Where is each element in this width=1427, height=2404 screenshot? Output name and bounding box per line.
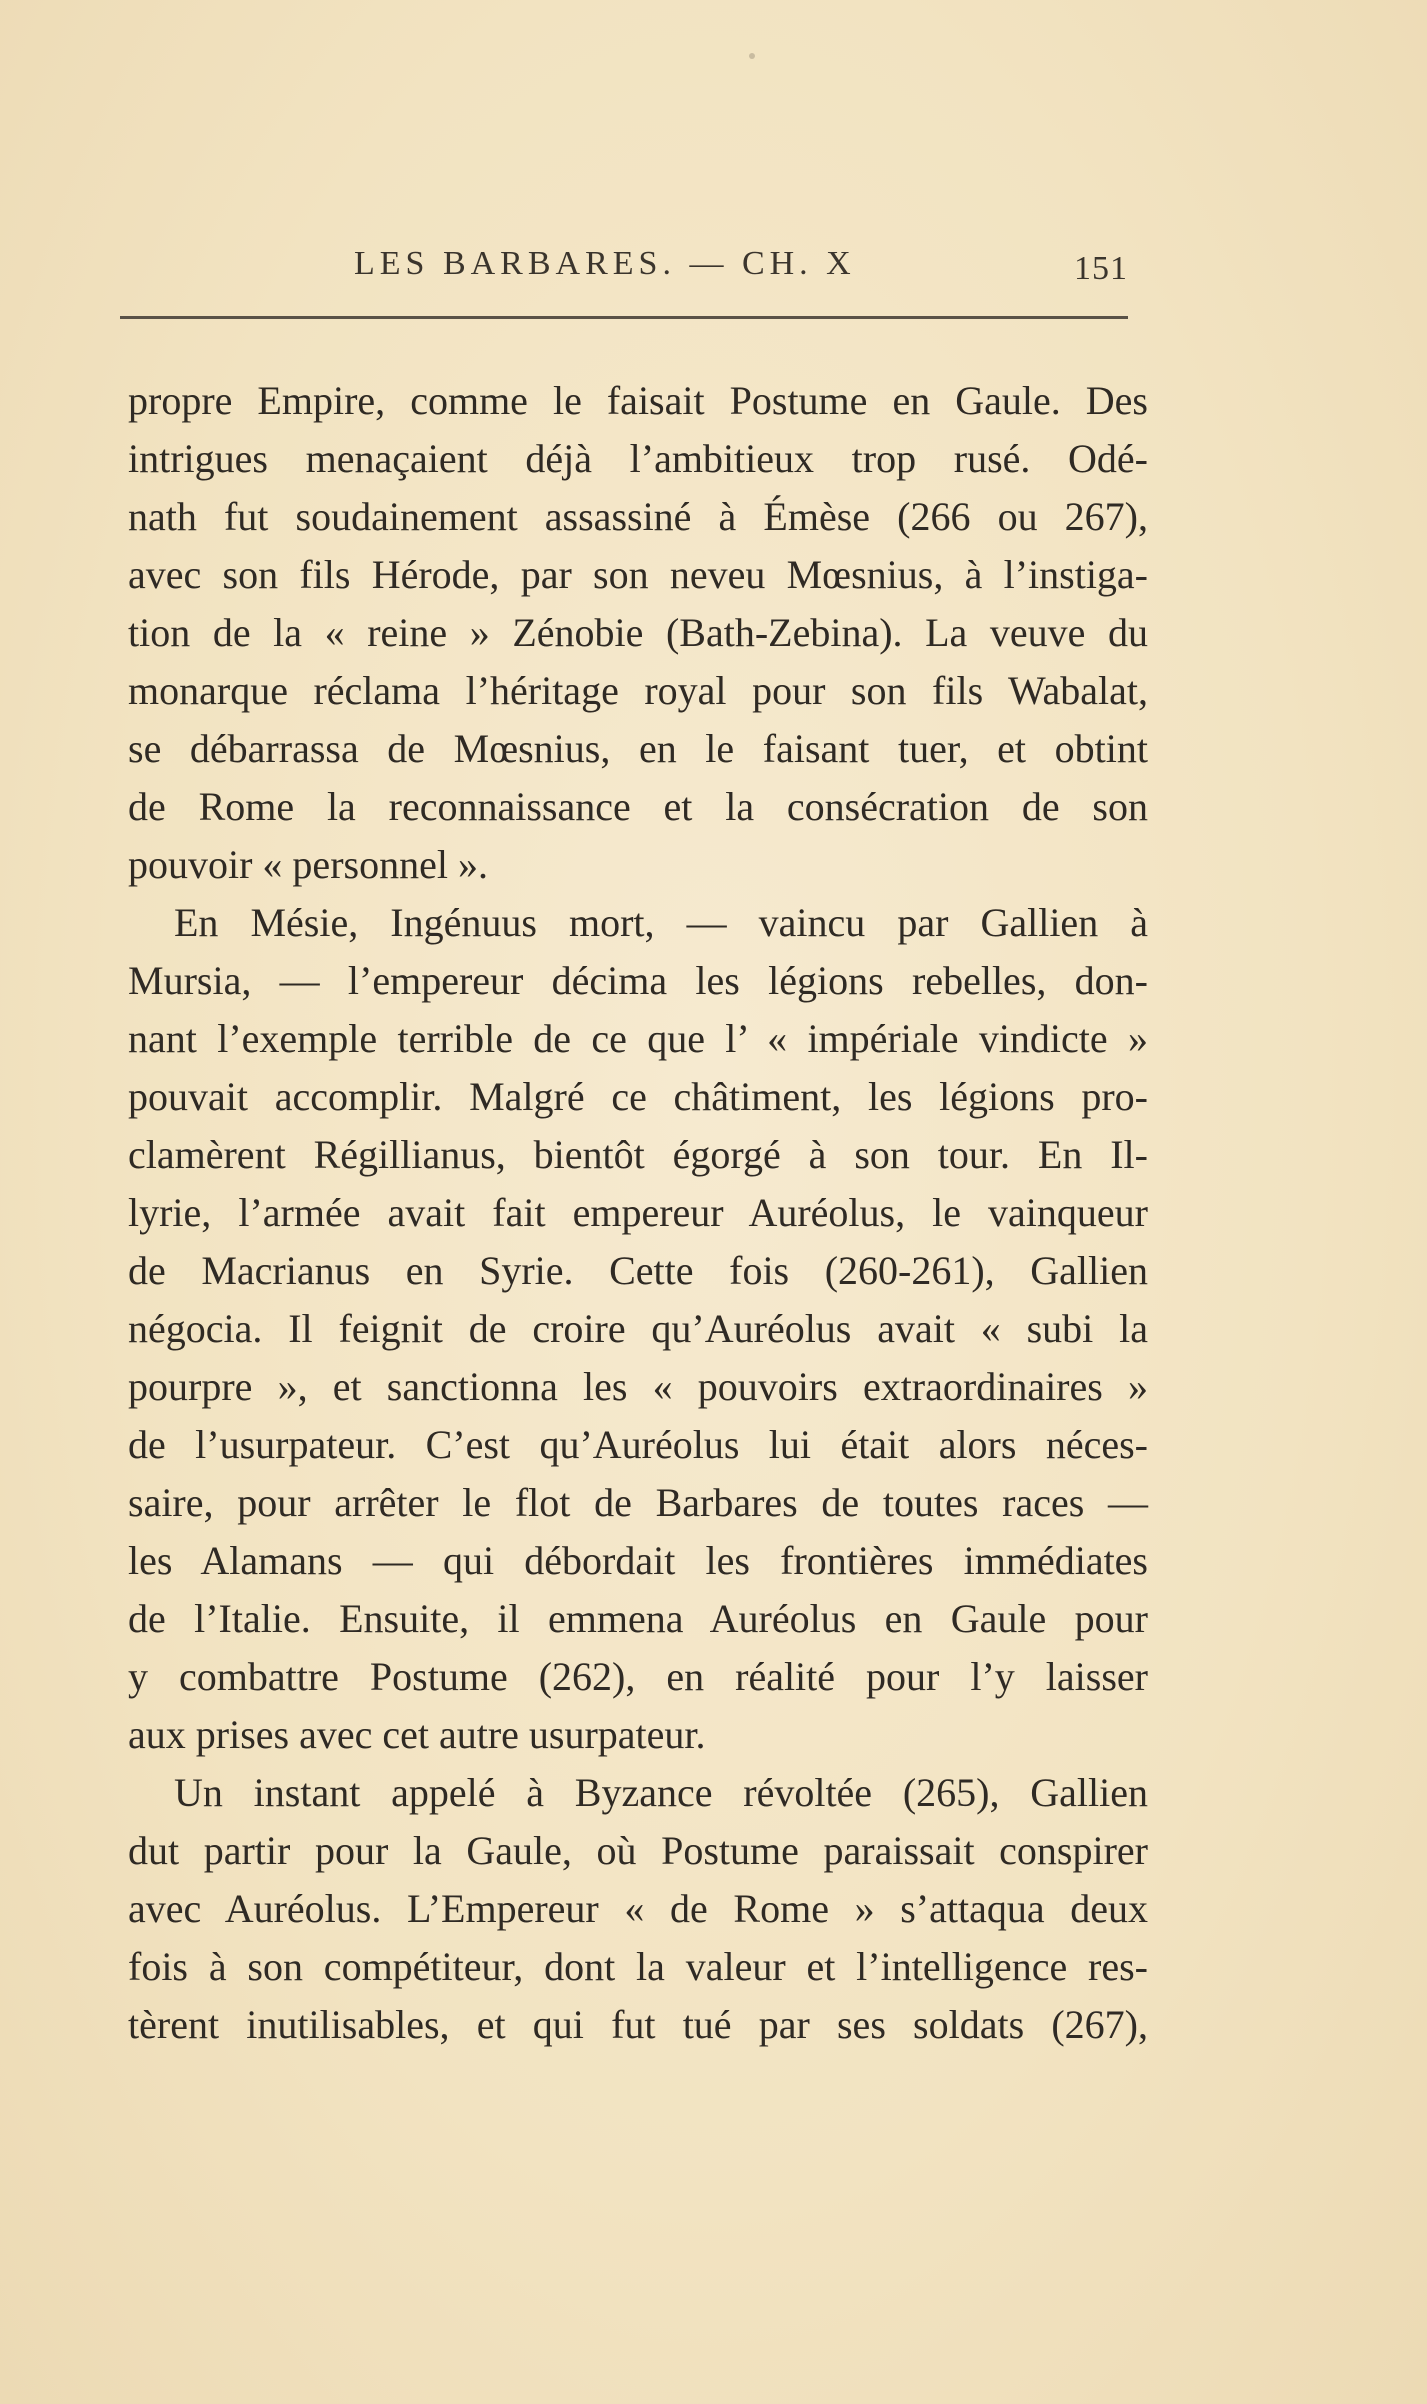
text-line: monarque réclama l’héritage royal pour son fils Wabalat,: [128, 668, 1148, 713]
text-line: clamèrent Régillianus, bientôt égorgé à son tour. En Il-: [128, 1132, 1148, 1177]
running-title: LES BARBARES. — CH. X: [354, 245, 856, 282]
text-line: pouvoir « personnel ».: [128, 842, 488, 887]
text-line: pouvait accomplir. Malgré ce châtiment, les légions pro-: [128, 1074, 1148, 1119]
text-line: négocia. Il feignit de croire qu’Auréolus avait « subi la: [128, 1306, 1148, 1351]
text-line: y combattre Postume (262), en réalité pour l’y laisser: [128, 1654, 1148, 1699]
text-line: dut partir pour la Gaule, où Postume paraissait conspirer: [128, 1828, 1148, 1873]
text-line: tèrent inutilisables, et qui fut tué par ses soldats (267),: [128, 2002, 1148, 2047]
text-line: tion de la « reine » Zénobie (Bath-Zebina). La veuve du: [128, 610, 1148, 655]
text-line: En Mésie, Ingénuus mort, — vaincu par Gallien à: [174, 900, 1148, 945]
text-line: fois à son compétiteur, dont la valeur et l’intelligence res-: [128, 1944, 1148, 1989]
text-line: intrigues menaçaient déjà l’ambitieux trop rusé. Odé-: [128, 436, 1148, 481]
text-line: nath fut soudainement assassiné à Émèse (266 ou 267),: [128, 494, 1148, 539]
text-line: de Rome la reconnaissance et la consécration de son: [128, 784, 1148, 829]
paper-speck: [749, 53, 755, 59]
text-line: saire, pour arrêter le flot de Barbares de toutes races —: [128, 1480, 1148, 1525]
text-block: [128, 372, 1148, 2092]
text-line: de Macrianus en Syrie. Cette fois (260-261), Gallien: [128, 1248, 1148, 1293]
text-line: lyrie, l’armée avait fait empereur Auréolus, le vainqueur: [128, 1190, 1148, 1235]
text-line: aux prises avec cet autre usurpateur.: [128, 1712, 706, 1757]
text-line: avec son fils Hérode, par son neveu Mœsnius, à l’instiga-: [128, 552, 1148, 597]
text-line: pourpre », et sanctionna les « pouvoirs extraordinaires »: [128, 1364, 1148, 1409]
text-line: de l’Italie. Ensuite, il emmena Auréolus en Gaule pour: [128, 1596, 1148, 1641]
text-line: Mursia, — l’empereur décima les légions rebelles, don-: [128, 958, 1148, 1003]
text-line: nant l’exemple terrible de ce que l’ « impériale vindicte »: [128, 1016, 1148, 1061]
text-line: propre Empire, comme le faisait Postume en Gaule. Des: [128, 378, 1148, 423]
text-line: Un instant appelé à Byzance révoltée (265), Gallien: [174, 1770, 1148, 1815]
header-rule: [120, 316, 1128, 319]
text-line: avec Auréolus. L’Empereur « de Rome » s’attaqua deux: [128, 1886, 1148, 1931]
running-head: [120, 245, 1128, 295]
text-line: de l’usurpateur. C’est qu’Auréolus lui était alors néces-: [128, 1422, 1148, 1467]
text-line: se débarrassa de Mœsnius, en le faisant tuer, et obtint: [128, 726, 1148, 771]
text-line: les Alamans — qui débordait les frontières immédiates: [128, 1538, 1148, 1583]
page-number: 151: [1074, 250, 1128, 287]
